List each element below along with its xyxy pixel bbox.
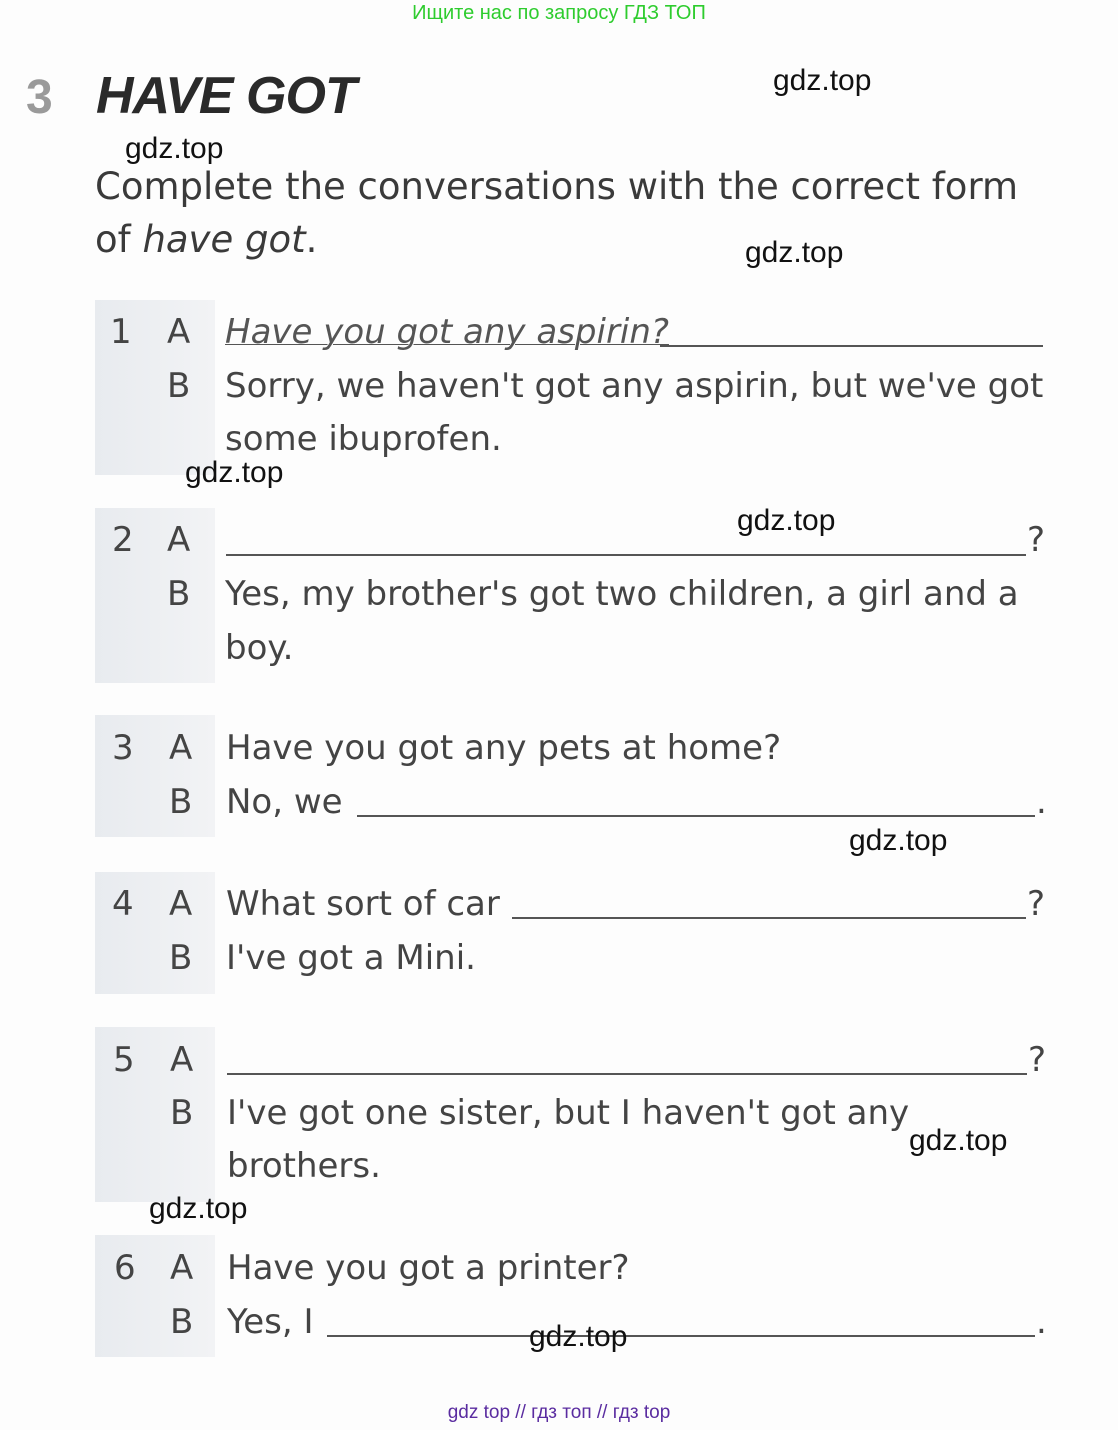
item-text: Yes, my brother's got two children, a girl and a bbox=[225, 574, 1019, 614]
search-banner[interactable]: Ищите нас по запросу ГДЗ ТОП bbox=[412, 2, 706, 24]
speaker-a: A bbox=[170, 1248, 194, 1288]
answer-blank[interactable] bbox=[512, 917, 1026, 919]
punctuation: . bbox=[1036, 1302, 1047, 1342]
exercise-title: HAVE GOT bbox=[96, 67, 356, 125]
watermark: gdz.top bbox=[185, 456, 284, 489]
speaker-a: A bbox=[169, 884, 193, 924]
answer-blank[interactable] bbox=[357, 815, 1035, 817]
speaker-b: B bbox=[167, 574, 191, 614]
exercise-number: 3 bbox=[26, 71, 53, 124]
example-answer: Have you got any aspirin? bbox=[225, 312, 669, 352]
watermark: gdz.top bbox=[149, 1192, 248, 1225]
watermark: gdz.top bbox=[125, 132, 224, 165]
answer-line bbox=[660, 345, 1043, 347]
punctuation: . bbox=[1036, 782, 1047, 822]
speaker-b: B bbox=[169, 938, 193, 978]
instruction-text: . bbox=[305, 218, 318, 261]
item-text: No, we bbox=[226, 782, 343, 822]
item-text: brothers. bbox=[227, 1146, 381, 1186]
instruction-line: Complete the conversations with the correct form bbox=[95, 165, 1019, 208]
speaker-b: B bbox=[170, 1093, 194, 1133]
instruction bbox=[95, 160, 1055, 266]
speaker-a: A bbox=[167, 520, 191, 560]
item-number: 3 bbox=[112, 728, 134, 768]
watermark: gdz.top bbox=[529, 1320, 628, 1353]
item-text: I've got one sister, but I haven't got any bbox=[227, 1093, 910, 1133]
item-text: What sort of car bbox=[226, 884, 500, 924]
watermark: gdz.top bbox=[737, 504, 836, 537]
instruction-emphasis: have got bbox=[142, 218, 306, 261]
watermark: gdz.top bbox=[745, 236, 844, 269]
item-text: Have you got any pets at home? bbox=[226, 728, 782, 768]
punctuation: ? bbox=[1028, 1040, 1047, 1080]
item-text: boy. bbox=[225, 628, 294, 668]
item-text: Sorry, we haven't got any aspirin, but we've got bbox=[225, 366, 1044, 406]
watermark: gdz.top bbox=[773, 64, 872, 97]
watermark: gdz.top bbox=[909, 1124, 1008, 1157]
answer-blank[interactable] bbox=[327, 1335, 1035, 1337]
item-text: Have you got a printer? bbox=[227, 1248, 630, 1288]
item-text: Yes, I bbox=[227, 1302, 314, 1342]
item-text: I've got a Mini. bbox=[226, 938, 476, 978]
speaker-b: B bbox=[167, 366, 191, 406]
speaker-a: A bbox=[167, 312, 191, 352]
item-text: some ibuprofen. bbox=[225, 419, 502, 459]
item-number: 4 bbox=[112, 884, 134, 924]
answer-blank[interactable] bbox=[227, 1073, 1027, 1075]
speaker-a: A bbox=[169, 728, 193, 768]
answer-blank[interactable] bbox=[226, 554, 1026, 556]
footer-links[interactable]: gdz top // гдз топ // гдз top bbox=[447, 1402, 671, 1423]
punctuation: ? bbox=[1027, 884, 1046, 924]
speaker-a: A bbox=[170, 1040, 194, 1080]
item-number: 1 bbox=[110, 312, 132, 352]
item-shade bbox=[95, 1235, 215, 1357]
item-number: 6 bbox=[114, 1248, 136, 1288]
instruction-text: of bbox=[95, 218, 143, 261]
item-number: 5 bbox=[113, 1040, 135, 1080]
speaker-b: B bbox=[170, 1302, 194, 1342]
punctuation: ? bbox=[1027, 520, 1046, 560]
item-number: 2 bbox=[112, 520, 134, 560]
watermark: gdz.top bbox=[849, 824, 948, 857]
speaker-b: B bbox=[169, 782, 193, 822]
